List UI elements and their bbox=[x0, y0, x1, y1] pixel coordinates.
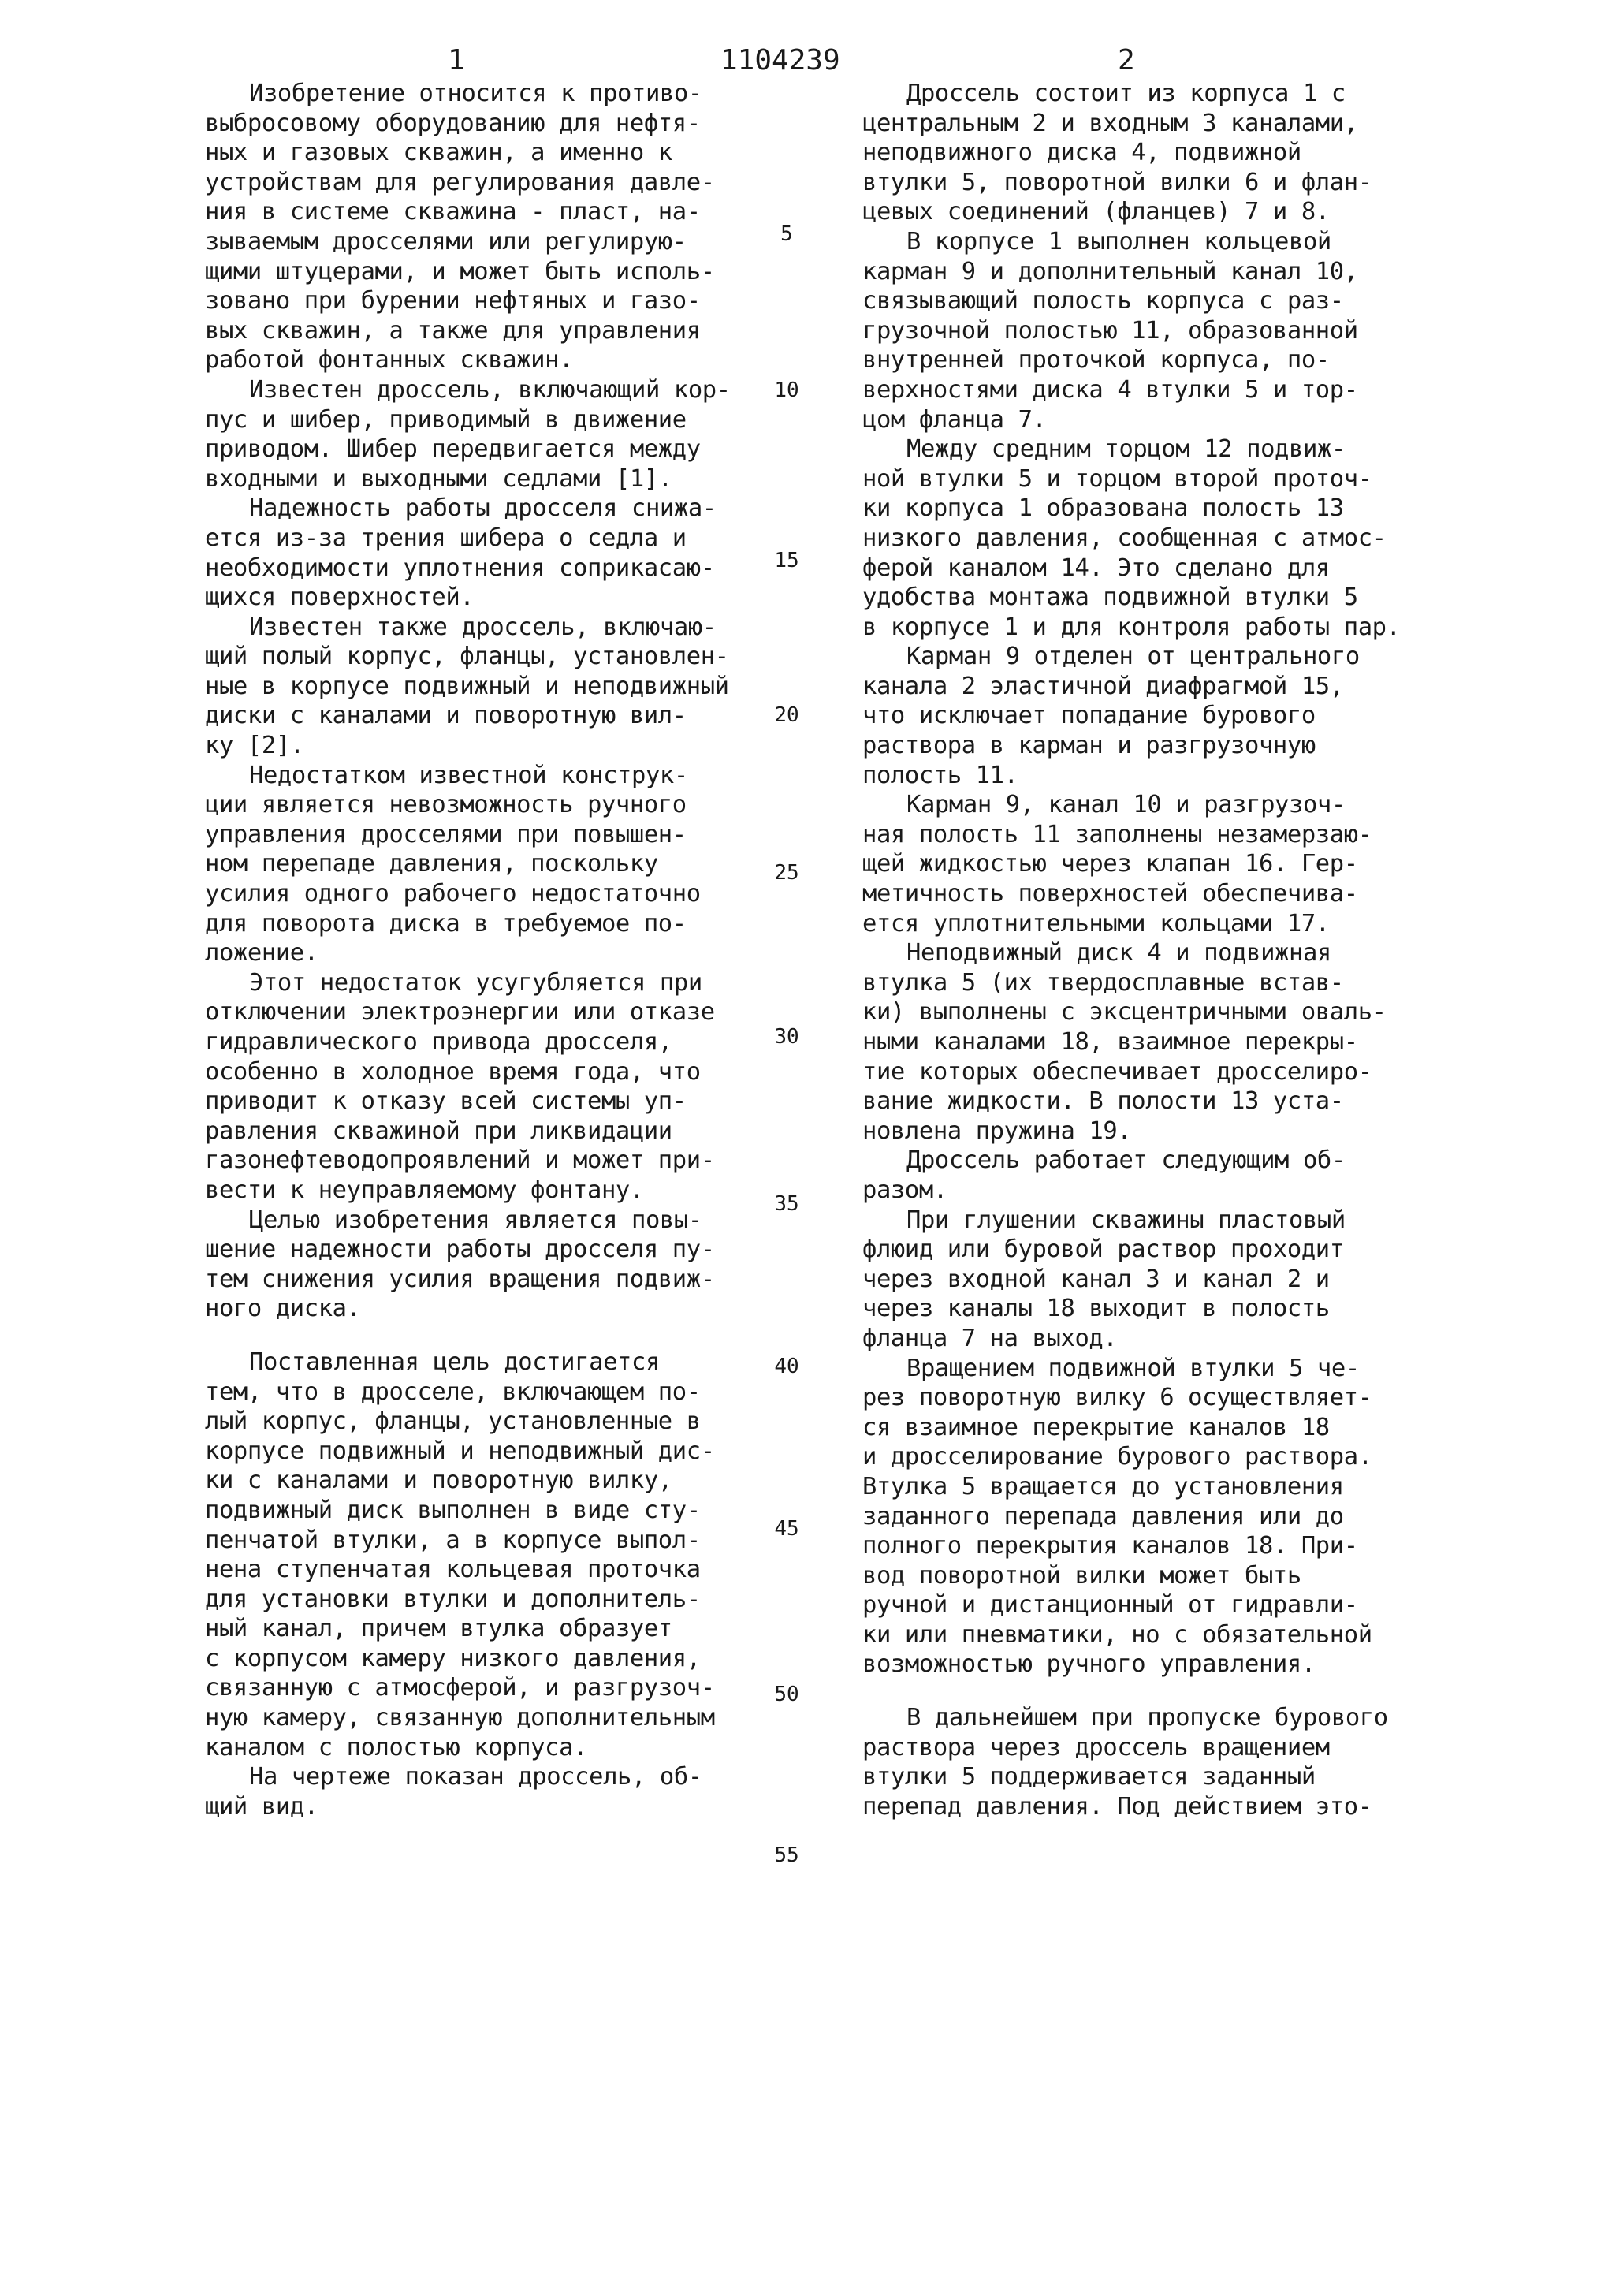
text-line: ферой каналом 14. Это сделано для bbox=[862, 554, 1330, 582]
text-line: зовано при бурении нефтяных и газо- bbox=[205, 287, 701, 315]
text-line: в корпусе 1 и для контроля работы пар. bbox=[862, 613, 1401, 641]
text-line: ная полость 11 заполнены незамерзаю- bbox=[862, 820, 1372, 848]
text-line: через входной канал 3 и канал 2 и bbox=[862, 1265, 1330, 1293]
text-line: ется из-за трения шибера о седла и bbox=[205, 524, 687, 552]
text-line: Дроссель состоит из корпуса 1 с bbox=[906, 80, 1346, 107]
text-line: приводом. Шибер передвигается между bbox=[205, 435, 701, 464]
text-line: Известен также дроссель, включаю- bbox=[249, 613, 717, 641]
text-line: нена ступенчатая кольцевая проточка bbox=[205, 1556, 701, 1584]
text-line: ку [2]. bbox=[205, 732, 304, 760]
text-line: полость 11. bbox=[862, 761, 1018, 789]
text-line: При глушении скважины пластовый bbox=[906, 1206, 1346, 1234]
text-line: ручной и дистанционный от гидравли- bbox=[862, 1591, 1358, 1620]
right-column-number: 2 bbox=[1118, 44, 1135, 76]
text-line: Карман 9, канал 10 и разгрузоч- bbox=[906, 791, 1346, 819]
text-line: отключении электроэнергии или отказе bbox=[205, 998, 715, 1027]
line-number: 30 bbox=[774, 1025, 799, 1049]
text-line: внутренней проточкой корпуса, по- bbox=[862, 346, 1330, 375]
text-line: ции является невозможность ручного bbox=[205, 791, 687, 819]
text-line: раствора в карман и разгрузочную bbox=[862, 732, 1316, 760]
text-line: связанную с атмосферой, и разгрузоч- bbox=[205, 1674, 715, 1702]
text-line: ной втулки 5 и торцом второй проточ- bbox=[862, 464, 1372, 493]
text-line: В корпусе 1 выполнен кольцевой bbox=[906, 227, 1331, 255]
text-line: центральным 2 и входным 3 каналами, bbox=[862, 109, 1358, 137]
text-line: фланца 7 на выход. bbox=[862, 1324, 1118, 1352]
text-line: щей жидкостью через клапан 16. Гер- bbox=[862, 850, 1358, 878]
text-line: приводит к отказу всей системы уп- bbox=[205, 1087, 687, 1116]
paragraph-gap bbox=[205, 1324, 804, 1347]
text-line: метичность поверхностей обеспечива- bbox=[862, 880, 1358, 908]
text-line: ного диска. bbox=[205, 1295, 361, 1323]
text-line: для поворота диска в требуемое по- bbox=[205, 909, 687, 937]
text-line: тие которых обеспечивает дросселиро- bbox=[862, 1057, 1372, 1086]
line-number: 40 bbox=[774, 1355, 799, 1378]
text-line: вых скважин, а также для управления bbox=[205, 316, 701, 345]
text-line: тем, что в дросселе, включающем по- bbox=[205, 1377, 701, 1406]
text-line: вести к неуправляемому фонтану. bbox=[205, 1176, 644, 1204]
line-number: 5 bbox=[780, 222, 793, 246]
text-line: ся взаимное перекрытие каналов 18 bbox=[862, 1413, 1330, 1441]
text-line: зываемым дросселями или регулирую- bbox=[205, 227, 687, 255]
text-line: вод поворотной вилки может быть bbox=[862, 1561, 1301, 1590]
text-line: с корпусом камеру низкого давления, bbox=[205, 1644, 701, 1672]
text-line: возможностью ручного управления. bbox=[862, 1650, 1316, 1679]
text-line: Этот недостаток усугубляется при bbox=[249, 968, 702, 997]
line-number: 35 bbox=[774, 1192, 799, 1216]
text-line: ки с каналами и поворотную вилку, bbox=[205, 1467, 672, 1495]
text-line: раствора через дроссель вращением bbox=[862, 1733, 1330, 1761]
text-line: щихся поверхностей. bbox=[205, 583, 475, 612]
text-line: связывающий полость корпуса с раз- bbox=[862, 287, 1344, 315]
text-line: грузочной полостью 11, образованной bbox=[862, 316, 1358, 345]
text-line: новлена пружина 19. bbox=[862, 1116, 1132, 1145]
text-line: равления скважиной при ликвидации bbox=[205, 1116, 672, 1145]
text-line: ется уплотнительными кольцами 17. bbox=[862, 909, 1330, 937]
line-number: 50 bbox=[774, 1683, 799, 1706]
text-line: удобства монтажа подвижной втулки 5 bbox=[862, 583, 1358, 612]
text-line: полного перекрытия каналов 18. При- bbox=[862, 1532, 1358, 1560]
text-line: выбросовому оборудованию для нефтя- bbox=[205, 109, 701, 137]
right-text-column bbox=[862, 79, 1469, 1821]
text-line: диски с каналами и поворотную вил- bbox=[205, 702, 687, 730]
line-number: 10 bbox=[774, 378, 799, 402]
text-line: Известен дроссель, включающий кор- bbox=[249, 375, 731, 404]
text-line: что исключает попадание бурового bbox=[862, 702, 1316, 730]
text-line: цевых соединений (фланцев) 7 и 8. bbox=[862, 198, 1330, 226]
line-number: 25 bbox=[774, 861, 799, 885]
text-line: ки или пневматики, но с обязательной bbox=[862, 1620, 1372, 1649]
text-line: работой фонтанных скважин. bbox=[205, 346, 574, 375]
text-line: ния в системе скважина - пласт, на- bbox=[205, 198, 701, 226]
text-line: Поставленная цель достигается bbox=[249, 1347, 660, 1376]
text-line: заданного перепада давления или до bbox=[862, 1502, 1344, 1530]
text-line: рез поворотную вилку 6 осуществляет- bbox=[862, 1384, 1372, 1412]
text-line: для установки втулки и дополнитель- bbox=[205, 1585, 701, 1613]
text-line: ный канал, причем втулка образует bbox=[205, 1615, 672, 1643]
text-line: низкого давления, сообщенная с атмос- bbox=[862, 524, 1387, 552]
text-line: разом. bbox=[862, 1176, 947, 1204]
left-text-column bbox=[205, 79, 804, 1821]
line-number: 15 bbox=[774, 549, 799, 572]
text-line: каналом с полостью корпуса. bbox=[205, 1733, 587, 1761]
text-line: шение надежности работы дросселя пу- bbox=[205, 1236, 715, 1264]
text-line: подвижный диск выполнен в виде сту- bbox=[205, 1496, 701, 1524]
text-line: пус и шибер, приводимый в движение bbox=[205, 405, 687, 434]
text-line: перепад давления. Под действием это- bbox=[862, 1792, 1372, 1821]
text-line: пенчатой втулки, а в корпусе выпол- bbox=[205, 1526, 701, 1554]
text-line: На чертеже показан дроссель, об- bbox=[249, 1763, 702, 1791]
text-line: газонефтеводопроявлений и может при- bbox=[205, 1146, 715, 1175]
text-line: ную камеру, связанную дополнительным bbox=[205, 1704, 715, 1732]
text-line: Между средним торцом 12 подвиж- bbox=[906, 435, 1346, 464]
text-line: ки) выполнены с эксцентричными оваль- bbox=[862, 998, 1387, 1027]
text-line: ными каналами 18, взаимное перекры- bbox=[862, 1028, 1358, 1056]
text-line: усилия одного рабочего недостаточно bbox=[205, 880, 701, 908]
text-line: лый корпус, фланцы, установленные в bbox=[205, 1407, 701, 1436]
text-line: и дросселирование бурового раствора. bbox=[862, 1443, 1372, 1471]
text-line: Втулка 5 вращается до установления bbox=[862, 1472, 1344, 1500]
text-line: Надежность работы дросселя снижа- bbox=[249, 494, 717, 523]
text-line: Целью изобретения является повы- bbox=[249, 1206, 702, 1234]
text-line: ных и газовых скважин, а именно к bbox=[205, 139, 672, 167]
left-column-number: 1 bbox=[448, 44, 465, 76]
text-line: втулки 5, поворотной вилки 6 и флан- bbox=[862, 168, 1372, 196]
text-line: тем снижения усилия вращения подвиж- bbox=[205, 1265, 715, 1293]
text-line: вание жидкости. В полости 13 уста- bbox=[862, 1087, 1344, 1116]
text-line: Вращением подвижной втулки 5 че- bbox=[906, 1354, 1360, 1382]
text-line: щими штуцерами, и может быть исполь- bbox=[205, 257, 715, 285]
paragraph-gap bbox=[862, 1679, 1469, 1703]
text-line: входными и выходными седлами [1]. bbox=[205, 464, 672, 493]
text-line: необходимости уплотнения соприкасаю- bbox=[205, 554, 715, 582]
text-line: устройствам для регулирования давле- bbox=[205, 168, 715, 196]
line-number: 45 bbox=[774, 1517, 799, 1541]
text-line: карман 9 и дополнительный канал 10, bbox=[862, 257, 1358, 285]
text-line: В дальнейшем при пропуске бурового bbox=[906, 1704, 1388, 1732]
line-number: 20 bbox=[774, 703, 799, 727]
text-line: втулки 5 поддерживается заданный bbox=[862, 1763, 1316, 1791]
text-line: неподвижного диска 4, подвижной bbox=[862, 139, 1301, 167]
line-number: 55 bbox=[774, 1843, 799, 1867]
text-line: ные в корпусе подвижный и неподвижный bbox=[205, 672, 729, 700]
text-line: Недостатком известной конструк- bbox=[249, 761, 688, 789]
text-line: через каналы 18 выходит в полость bbox=[862, 1295, 1330, 1323]
text-line: верхностями диска 4 втулки 5 и тор- bbox=[862, 375, 1358, 404]
text-line: ки корпуса 1 образована полость 13 bbox=[862, 494, 1344, 523]
text-line: щий полый корпус, фланцы, установлен- bbox=[205, 643, 729, 671]
text-line: Карман 9 отделен от центрального bbox=[906, 643, 1360, 671]
text-line: втулка 5 (их твердосплавные встав- bbox=[862, 968, 1344, 997]
text-line: флюид или буровой раствор проходит bbox=[862, 1236, 1344, 1264]
patent-number: 1104239 bbox=[720, 44, 840, 76]
text-line: щий вид. bbox=[205, 1792, 318, 1821]
text-line: ложение. bbox=[205, 939, 318, 967]
text-line: ном перепаде давления, поскольку bbox=[205, 850, 658, 878]
text-line: корпусе подвижный и неподвижный дис- bbox=[205, 1437, 715, 1465]
text-line: Дроссель работает следующим об- bbox=[906, 1146, 1346, 1175]
text-line: Неподвижный диск 4 и подвижная bbox=[906, 939, 1331, 967]
text-line: цом фланца 7. bbox=[862, 405, 1047, 434]
text-line: Изобретение относится к противо- bbox=[249, 80, 702, 107]
text-line: канала 2 эластичной диафрагмой 15, bbox=[862, 672, 1344, 700]
text-line: особенно в холодное время года, что bbox=[205, 1057, 701, 1086]
text-line: гидравлического привода дросселя, bbox=[205, 1028, 672, 1056]
text-line: управления дросселями при повышен- bbox=[205, 820, 687, 848]
